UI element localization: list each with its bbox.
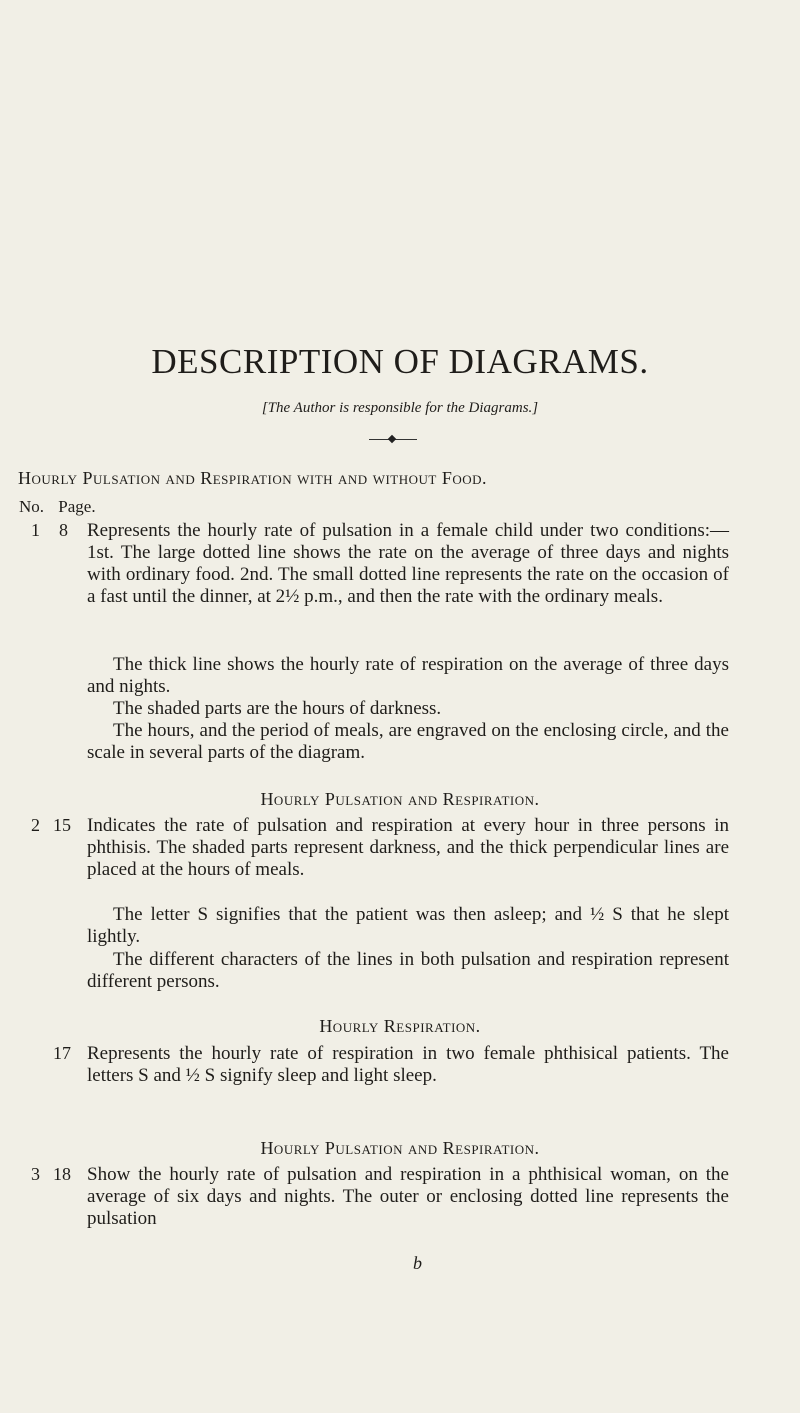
paragraph-4-1: Show the hourly rate of pulsation and respiration in a phthisical woman, on the average of six days and nights. The outer or enclosing dotted line represents the pulsation xyxy=(87,1164,729,1229)
paragraph-2-2: The letter S signifies that the patient was then asleep; and ½ S that he slept lightly. xyxy=(87,904,729,947)
page-title: DESCRIPTION OF DIAGRAMS. xyxy=(151,342,649,381)
diagram-number-1: 1 xyxy=(31,520,40,540)
section-heading-2: Hourly Pulsation and Respiration. xyxy=(260,789,540,809)
paragraph-3-1: Represents the hourly rate of respiration in two female phthisical patients. The letters S and ½ S signify sleep and light sleep. xyxy=(87,1043,729,1086)
page-number-17: 17 xyxy=(53,1043,71,1063)
page-number-15: 15 xyxy=(53,815,71,835)
page-number-8: 8 xyxy=(59,520,68,540)
diagram-number-3: 3 xyxy=(31,1164,40,1184)
section-heading-4: Hourly Pulsation and Respiration. xyxy=(260,1138,540,1158)
section-heading-1: Hourly Pulsation and Respiration with and without Food. xyxy=(18,468,488,488)
column-header-page: Page. xyxy=(58,497,96,516)
paragraph-2-1: Indicates the rate of pulsation and respiration at every hour in three persons in phthisis. The shaded parts represent darkness, and the thick perpendicular lines are placed at the hours of meals. xyxy=(87,815,729,880)
column-headers xyxy=(19,497,96,517)
paragraph-1-3: The shaded parts are the hours of darkness. xyxy=(113,698,442,719)
paragraph-1-2: The thick line shows the hourly rate of respiration on the average of three days and nights. xyxy=(87,654,729,697)
section-heading-3: Hourly Respiration. xyxy=(319,1016,481,1036)
paragraph-1-4: The hours, and the period of meals, are engraved on the enclosing circle, and the scale in several parts of the diagram. xyxy=(87,720,729,763)
paragraph-1-1: Represents the hourly rate of pulsation in a female child under two conditions:—1st. The large dotted line shows the rate on the average of three days and nights with ordinary food. 2nd. The small dotted line represents the rate on the occasion of a fast until the dinner, at 2½ p.m., and then the rate with the ordinary meals. xyxy=(87,520,729,607)
paragraph-2-3: The different characters of the lines in both pulsation and respiration represent different persons. xyxy=(87,949,729,992)
diagram-number-2: 2 xyxy=(31,815,40,835)
author-note: [The Author is responsible for the Diagrams.] xyxy=(261,400,539,416)
page-number-18: 18 xyxy=(53,1164,71,1184)
signature-mark: b xyxy=(413,1253,422,1273)
column-header-no: No. xyxy=(19,497,45,516)
diamond-icon xyxy=(388,435,396,443)
